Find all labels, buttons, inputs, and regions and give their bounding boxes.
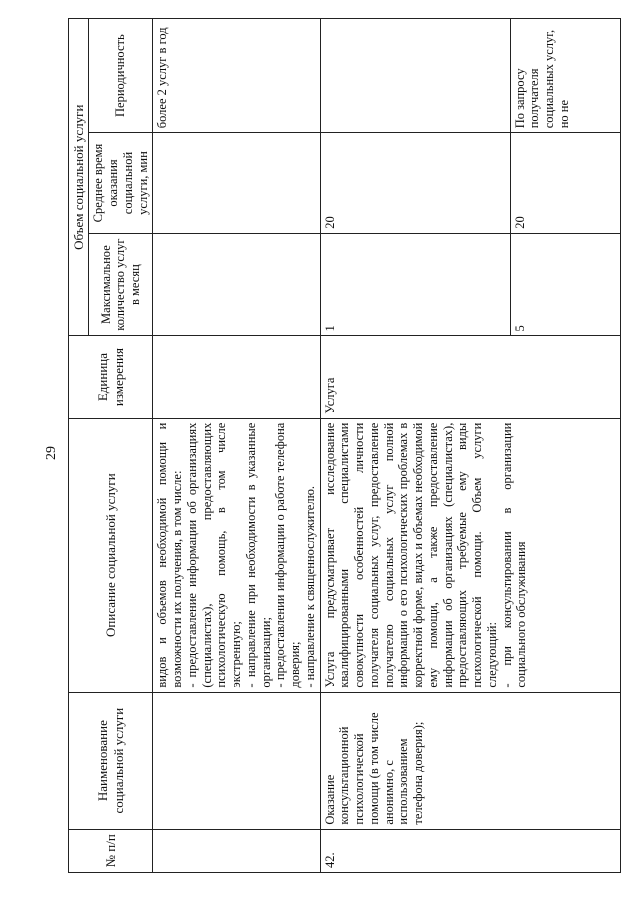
header-name: Наименование социальной услуги bbox=[69, 692, 153, 829]
table-header-row bbox=[69, 18, 89, 872]
header-desc: Описание социальной услуги bbox=[69, 418, 153, 692]
cell-unit bbox=[153, 335, 320, 417]
rotated-document-page bbox=[40, 23, 600, 883]
cell-max: 5 bbox=[510, 233, 620, 336]
cell-period: более 2 услуг в год bbox=[153, 18, 320, 132]
cell-max: 1 bbox=[320, 233, 510, 336]
cell-num bbox=[153, 829, 320, 872]
desc-line: - направление к священнослужителю. bbox=[302, 485, 317, 688]
cell-period bbox=[320, 18, 510, 132]
cell-desc bbox=[153, 418, 320, 692]
table-row bbox=[320, 18, 510, 872]
header-num: № п/п bbox=[69, 829, 153, 872]
cell-max bbox=[153, 233, 320, 336]
header-max: Максимальное количество услуг в месяц bbox=[89, 233, 153, 336]
cell-avg: 20 bbox=[320, 132, 510, 232]
cell-desc bbox=[320, 418, 620, 692]
cell-avg bbox=[153, 132, 320, 232]
cell-period: По запросу получателя социальных услуг, но не bbox=[510, 18, 620, 132]
cell-avg: 20 bbox=[510, 132, 620, 232]
desc-line: видов и объемов необходимой помощи и возможности их получения, в том числе: bbox=[155, 422, 185, 688]
cell-num: 42. bbox=[320, 829, 620, 872]
cell-name bbox=[153, 692, 320, 829]
table-row bbox=[153, 18, 320, 872]
header-volume-group: Объем социальной услуги bbox=[69, 18, 89, 335]
page-number: 29 bbox=[44, 445, 59, 460]
services-table bbox=[68, 18, 621, 873]
desc-line: Услуга предусматривает исследование квалифицированными специалистами совокупности особенностей личности получателя социальных услуг, предоставление получателю социальных услуг полной информации о его психологических проблемах в корректной форме, видах и объемах необходимой ему помощи, а также предоставление информации об организациях (специалистах), предоставляющих требуемые ему виды психологической помощи. Объем услуги следующий: bbox=[322, 422, 499, 688]
header-avg: Среднее время оказания социальной услуги, мин bbox=[89, 132, 153, 232]
desc-line: - направление при необходимости в указанные организации; bbox=[243, 422, 273, 688]
desc-line: - предоставлении информации о работе телефона доверия; bbox=[273, 422, 303, 688]
header-unit: Единица измерения bbox=[69, 335, 153, 417]
header-period: Периодичность bbox=[89, 18, 153, 132]
cell-name: Оказание консультационной психологической помощи (в том числе анонимно, с использованием телефона доверия); bbox=[320, 692, 620, 829]
cell-unit: Услуга bbox=[320, 335, 620, 417]
desc-line: - при консультировании в организации социального обслуживания bbox=[499, 422, 529, 688]
desc-line: - предоставление информации об организациях (специалистах), предоставляющих психологическую помощь, в том числе экстренную; bbox=[184, 422, 244, 688]
